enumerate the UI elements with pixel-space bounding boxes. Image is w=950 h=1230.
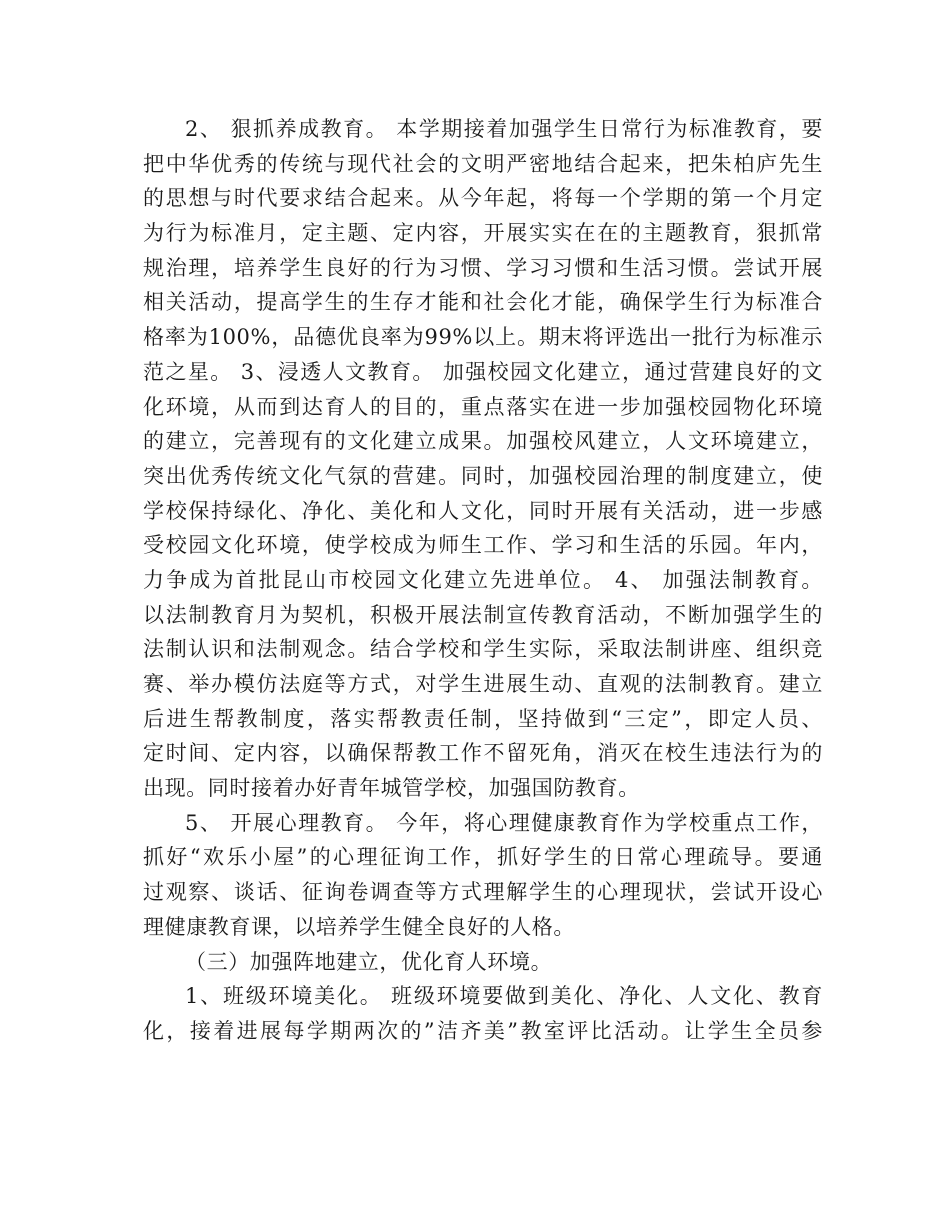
text-line: 过观察、谈话、征询卷调查等方式理解学生的心理现状，尝试开设心 bbox=[143, 880, 823, 905]
text-line: 出现。同时接着办好青年城管学校，加强国防教育。 bbox=[143, 776, 640, 801]
text-line: 定时间、定内容，以确保帮教工作不留死角，消灭在校生违法行为的 bbox=[143, 741, 823, 766]
text-line: 5、 开展心理教育。 今年，将心理健康教育作为学校重点工作， bbox=[185, 810, 823, 835]
text-line: 的思想与时代要求结合起来。从今年起，将每一个学期的第一个月定 bbox=[143, 186, 823, 211]
text-line: 化，接着进展每学期两次的”洁齐美”教室评比活动。让学生全员参 bbox=[143, 1018, 823, 1043]
text-line: 范之星。 3、浸透人文教育。 加强校园文化建立，通过营建良好的文 bbox=[143, 359, 823, 384]
text-line: 力争成为首批昆山市校园文化建立先进单位。 4、 加强法制教育。 bbox=[143, 567, 823, 592]
text-line: 突出优秀传统文化气氛的营建。同时，加强校园治理的制度建立，使 bbox=[143, 463, 823, 488]
text-line: 理健康教育课，以培养学生健全良好的人格。 bbox=[143, 914, 575, 939]
text-line: 相关活动，提高学生的生存才能和社会化才能，确保学生行为标准合 bbox=[143, 290, 823, 315]
text-line: 赛、举办模仿法庭等方式，对学生进展生动、直观的法制教育。建立 bbox=[143, 672, 823, 696]
text-line: （三）加强阵地建立，优化育人环境。 bbox=[185, 949, 553, 974]
text-line: 为行为标准月，定主题、定内容，开展实实在在的主题教育，狠抓常 bbox=[143, 221, 823, 246]
text-line: 1、班级环境美化。 班级环境要做到美化、净化、人文化、教育 bbox=[185, 984, 823, 1009]
text-line: 2、 狠抓养成教育。 本学期接着加强学生日常行为标准教育，要 bbox=[185, 117, 823, 141]
text-line: 法制认识和法制观念。结合学校和学生实际，采取法制讲座、组织竞 bbox=[143, 637, 823, 662]
text-line: 以法制教育月为契机，积极开展法制宣传教育活动，不断加强学生的 bbox=[143, 602, 823, 627]
text-line: 学校保持绿化、净化、美化和人文化，同时开展有关活动，进一步感 bbox=[143, 498, 823, 523]
text-line: 格率为100%，品德优良率为99%以上。期末将评选出一批行为标准示 bbox=[143, 325, 823, 350]
text-line: 的建立，完善现有的文化建立成果。加强校风建立，人文环境建立， bbox=[143, 429, 823, 454]
text-line: 后进生帮教制度，落实帮教责任制，坚持做到“三定”，即定人员、 bbox=[143, 706, 823, 731]
text-line: 受校园文化环境，使学校成为师生工作、学习和生活的乐园。年内， bbox=[143, 533, 823, 558]
text-line: 化环境，从而到达育人的目的，重点落实在进一步加强校园物化环境 bbox=[143, 394, 823, 419]
body-text bbox=[143, 112, 823, 1049]
text-line: 规治理，培养学生良好的行为习惯、学习习惯和生活习惯。尝试开展 bbox=[143, 255, 823, 280]
text-line: 抓好“欢乐小屋”的心理征询工作，抓好学生的日常心理疏导。要通 bbox=[143, 845, 823, 870]
text-line: 把中华优秀的传统与现代社会的文明严密地结合起来，把朱柏庐先生 bbox=[143, 151, 823, 176]
